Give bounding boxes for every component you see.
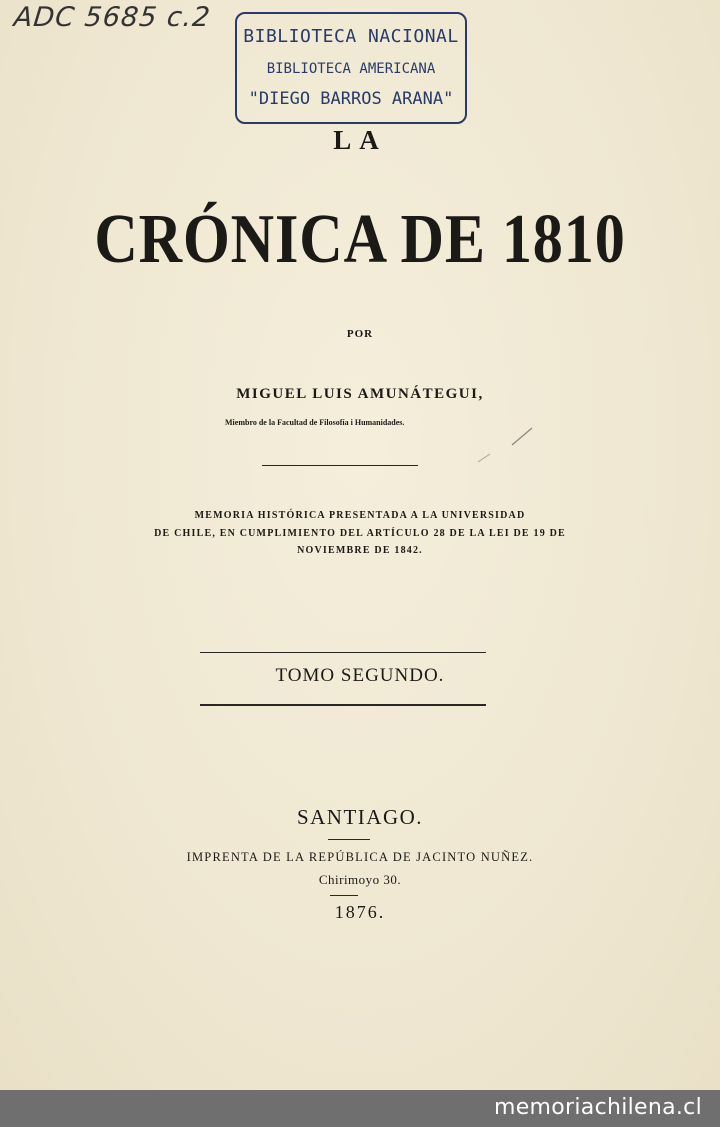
description-line: NOVIEMBRE DE 1842. (297, 545, 423, 556)
imprint-year: 1876. (334, 902, 386, 922)
imprint-printer: IMPRENTA DE LA REPÚBLICA DE JACINTO NUÑEZ. (186, 850, 534, 864)
volume-bottom-rule (200, 704, 486, 706)
description-line: DE CHILE, EN CUMPLIMIENTO DEL ARTÍCULO 28 DE LA LEI DE 19 DE (154, 528, 566, 539)
pencil-mark-icon (470, 420, 540, 470)
author-name: MIGUEL LUIS AMUNÁTEGUI, (236, 386, 484, 402)
stamp-line-2: BIBLIOTECA AMERICANA (266, 61, 436, 77)
volume-label: TOMO SEGUNDO. (275, 665, 445, 686)
stamp-line-1: BIBLIOTECA NACIONAL (243, 26, 459, 47)
imprint-address: Chirimoyo 30. (318, 872, 402, 887)
library-stamp (235, 12, 467, 124)
by-line: POR (346, 328, 374, 340)
handwritten-shelfmark: ADC 5685 c.2 (12, 2, 213, 33)
divider-rule (262, 465, 418, 466)
stamp-line-3: "DIEGO BARROS ARANA" (248, 89, 454, 109)
title-article: LA (333, 125, 387, 155)
site-watermark[interactable]: memoriachilena.cl (493, 1095, 702, 1120)
imprint-city: SANTIAGO. (296, 805, 424, 829)
description-line: MEMORIA HISTÓRICA PRESENTADA A LA UNIVERSIDAD (194, 510, 526, 521)
year-rule (330, 895, 358, 896)
volume-top-rule (200, 652, 486, 653)
author-affiliation: Miembro de la Facultad de Filosofía i Humanidades. (225, 418, 405, 427)
book-title: CRÓNICA DE 1810 (94, 201, 626, 278)
imprint-rule (328, 839, 370, 840)
footer-bar (0, 1090, 720, 1127)
